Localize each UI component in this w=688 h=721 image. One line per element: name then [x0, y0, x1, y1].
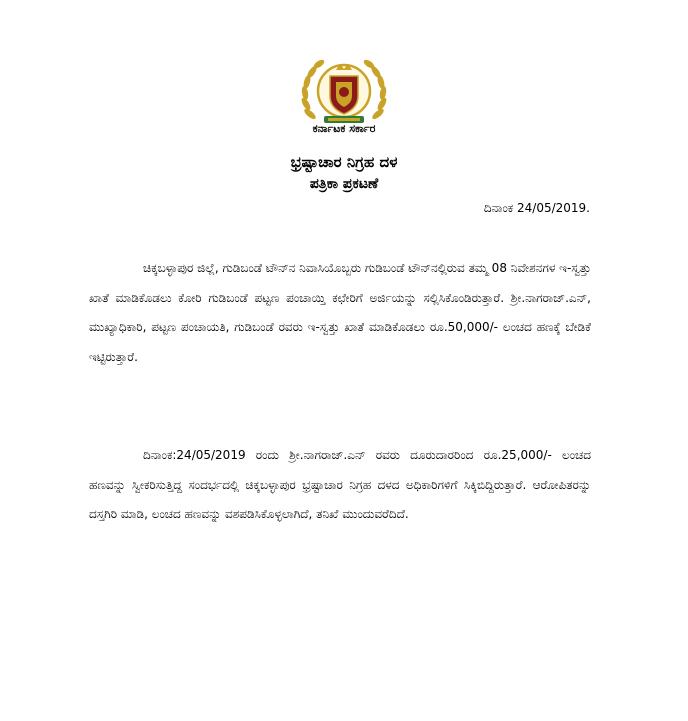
press-release-heading: ಪತ್ರಿಕಾ ಪ್ರಕಟಣೆ: [309, 176, 379, 192]
government-name: ಕರ್ನಾಟಕ ಸರ್ಕಾರ: [312, 122, 376, 135]
body-paragraph-2: ದಿನಾಂಕ:24/05/2019 ರಂದು ಶ್ರೀ.ನಾಗರಾಜ್.ಎನ್ ರವರು ದೂರುದಾರರಿಂದ ರೂ.25,000/- ಲಂಚದ ಹಣವನ್ನು ಸ್ವೀಕರಿಸುತ್ತಿದ್ದ ಸಂದರ್ಭದಲ್ಲಿ ಚಿಕ್ಕಬಳ್ಳಾಪುರ ಭ್ರಷ್ಟಾಚಾರ ನಿಗ್ರಹ ದಳದ ಅಧಿಕಾರಿಗಳಿಗೆ ಸಿಕ್ಕಿಬಿದ್ದಿರುತ್ತಾರೆ. ಆರೋಪಿತರನ್ನು ದಸ್ತಗಿರಿ ಮಾಡಿ, ಲಂಚದ ಹಣವನ್ನು ವಶಪಡಿಸಿಕೊಳ್ಳಲಾಗಿದೆ, ತನಿಖೆ ಮುಂದುವರೆದಿದೆ.: [89, 448, 591, 522]
page-title: ಭ್ರಷ್ಟಾಚಾರ ನಿಗ್ರಹ ದಳ: [290, 153, 398, 171]
release-date: ದಿನಾಂಕ 24/05/2019.: [483, 201, 590, 215]
body-paragraph-1: ಚಿಕ್ಕಬಳ್ಳಾಪುರ ಜಿಲ್ಲೆ, ಗುಡಿಬಂಡೆ ಟೌನ್‌ನ ನಿವಾಸಿಯೊಬ್ಬರು ಗುಡಿಬಂಡೆ ಟೌನ್‌ನಲ್ಲಿರುವ ತಮ್ಮ 08 ನಿವೇಶನಗಳ ಇ-ಸ್ವತ್ತು ಖಾತೆ ಮಾಡಿಕೊಡಲು ಕೋರಿ ಗುಡಿಬಂಡೆ ಪಟ್ಟಣ ಪಂಚಾಯ್ತಿ ಕಛೇರಿಗೆ ಅರ್ಜಿಯನ್ನು ಸಲ್ಲಿಸಿಕೊಂಡಿರುತ್ತಾರೆ. ಶ್ರೀ.ನಾಗರಾಜ್.ಎನ್, ಮುಖ್ಯಾಧಿಕಾರಿ, ಪಟ್ಟಣ ಪಂಚಾಯತಿ, ಗುಡಿಬಂಡೆ ರವರು ಇ-ಸ್ವತ್ತು ಖಾತೆ ಮಾಡಿಕೊಡಲು ರೂ.50,000/- ಲಂಚದ ಹಣಕ್ಕೆ ಬೇಡಿಕೆ ಇಟ್ಟಿರುತ್ತಾರೆ.: [89, 261, 591, 364]
